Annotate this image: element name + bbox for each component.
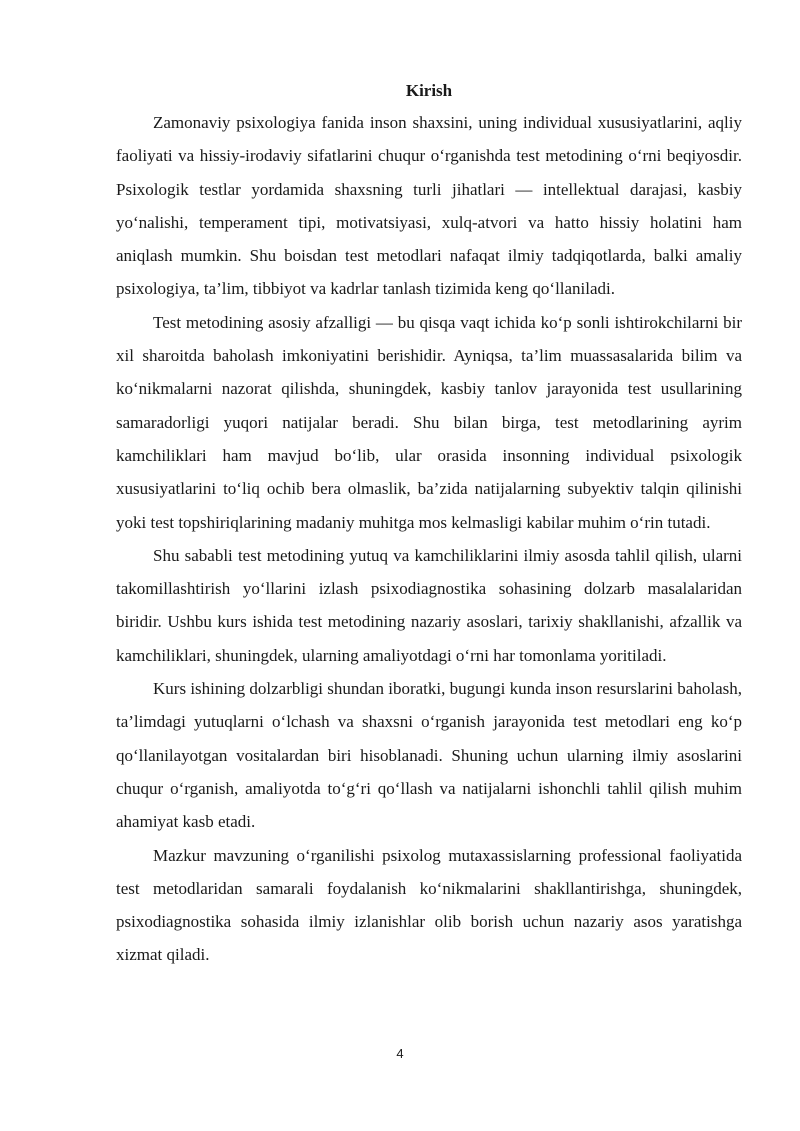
paragraph-1: Zamonaviy psixologiya fanida inson shaxsini, uning individual xususiyatlarini, aqliy faoliyati va hissiy-irodaviy sifatlarini chuqur o‘rganishda test metodining o‘rni beqiyosdir. Psixologik testlar yordamida shaxsning turli jihatlari — intellektual darajasi, kasbiy yo‘nalishi, temperament tipi, motivatsiyasi, xulq-atvori va hatto hissiy holatini ham aniqlash mumkin. Shu boisdan test metodlari nafaqat ilmiy tadqiqotlarda, balki amaliy psixologiya, ta’lim, tibbiyot va kadrlar tanlash tizimida keng qo‘llaniladi. bbox=[116, 113, 742, 299]
page-body bbox=[116, 76, 742, 972]
paragraph-3: Shu sababli test metodining yutuq va kamchiliklarini ilmiy asosda tahlil qilish, ularni takomillashtirish yo‘llarini izlash psixodiagnostika sohasining dolzarb masalalaridan biridir. Ushbu kurs ishida test metodining nazariy asoslari, tarixiy shakllanishi, afzallik va kamchiliklari, shuningdek, ularning amaliyotdagi o‘rni har tomonlama yoritiladi. bbox=[116, 545, 742, 665]
paragraph-2: Test metodining asosiy afzalligi — bu qisqa vaqt ichida ko‘p sonli ishtirokchilarni bir xil sharoitda baholash imkoniyatini berishidir. Ayniqsa, ta’lim muassasalarida bilim va ko‘nikmalarni nazorat qilishda, shuningdek, kasbiy tanlov jarayonida test usullarining samaradorligi yuqori natijalar beradi. Shu bilan birga, test metodlarining ayrim kamchiliklari ham mavjud bo‘lib, ular orasida insonning individual psixologik xususiyatlarini to‘liq ochib bera olmaslik, ba’zida natijalarning subyektiv talqin qilinishi yoki test topshiriqlarining madaniy muhitga mos kelmasligi kabilar muhim o‘rin tutadi. bbox=[116, 312, 742, 532]
paragraph-5: Mazkur mavzuning o‘rganilishi psixolog mutaxassislarning professional faoliyatida test metodlaridan samarali foydalanish ko‘nikmalarini shakllantirishga, shuningdek, psixodiagnostika sohasida ilmiy izlanishlar olib borish uchun nazariy asos yaratishga xizmat qiladi. bbox=[116, 845, 742, 965]
section-heading: Kirish bbox=[405, 81, 453, 100]
paragraph-4: Kurs ishining dolzarbligi shundan iboratki, bugungi kunda inson resurslarini baholash, ta’limdagi yutuqlarni o‘lchash va shaxsni o‘rganish jarayonida test metodlari eng ko‘p qo‘llanilayotgan vositalardan biri hisoblanadi. Shuning uchun ularning ilmiy asoslarini chuqur o‘rganish, amaliyotda to‘g‘ri qo‘llash va natijalarni ishonchli tahlil qilish muhim ahamiyat kasb etadi. bbox=[116, 679, 742, 832]
page-number: 4 bbox=[396, 1046, 404, 1061]
